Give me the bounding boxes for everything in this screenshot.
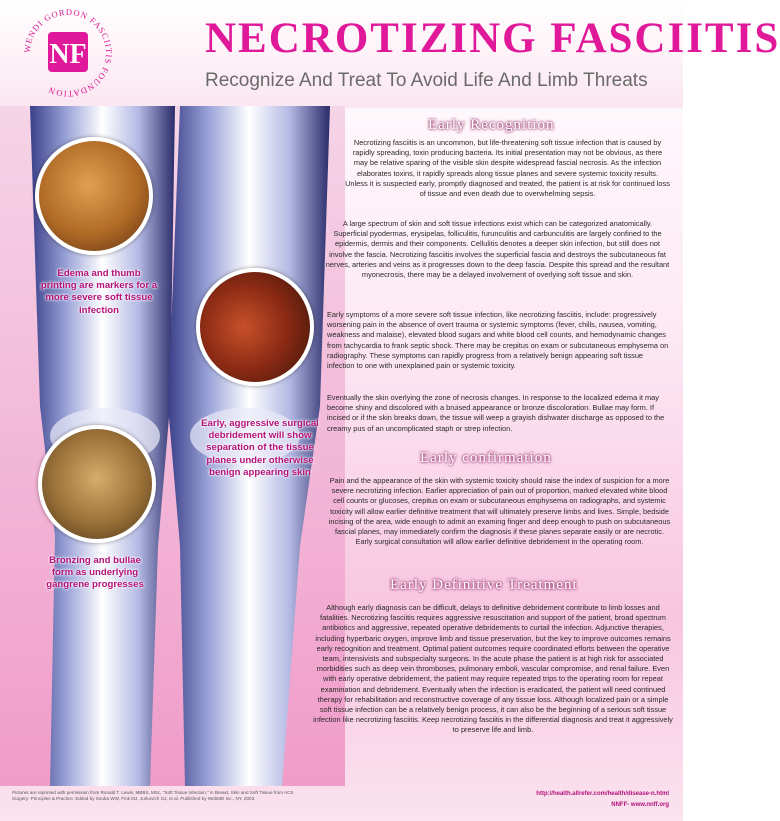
caption-edema: Edema and thumb printing are markers for a more severe soft tissue infection [40, 268, 158, 316]
caption-debridement: Early, aggressive surgical debridement will show separation of the tissue planes under otherwise benign appearing skin [201, 418, 319, 478]
logo-ring-text: WENDI GORDON FASCIITIS FOUNDATION [21, 8, 115, 98]
recognition-paragraph-4: Eventually the skin overlying the zone of necrosis changes. In response to the localized edema it may become shiny and discolored with a bruised appearance or bronze discoloration. Bullae may form. If incised or if the skin breaks down, the tissue will weep a grayish dishwater discharge as opposed to the creamy pus of an uncomplicated staph or strep infection. [327, 393, 665, 433]
footer-url-allrefer[interactable]: http://health.allrefer.com/health/disease-n.html [536, 791, 669, 797]
recognition-paragraph-2: A large spectrum of skin and soft tissue infections exist which can be categorized anatomically. Superficial pyodermas, erysipelas, folliculitis, furunculitis and carbunculitis are largely confined to the epidermis, dermis and their components. Cellulitis denotes a deeper skin infection, but still does not involve the fascia. Necrotizing fasciitis involves the superficial fascia and destroys the subcutaneous fat nerves, arteries and veins as it progresses down to the deep fascia. Despite this spread and the resultant myonecrosis, there may be a delayed involvement of overlying soft tissue and skin. [325, 219, 670, 280]
recognition-paragraph-3: Early symptoms of a more severe soft tissue infection, like necrotizing fasciitis, include: progressively worsening pain in the absence of overt trauma or systemic symptoms (fever, chills, nausea, vomiting, weakness and malaise), elevated blood sugars and white blood cell counts, and hemodynamic changes from tachycardia to frank septic shock. There may be crepitus on exam or subcutaneous emphysema on radiography. These symptoms can rapidly progress from a relatively benign appearing soft tissue infection to one with unexplained pain or systemic toxicity. [327, 310, 669, 371]
photo-edema [35, 137, 153, 255]
caption-bronzing: Bronzing and bullae form as underlying gangrene progresses [46, 555, 144, 591]
page-title: NECROTIZING FASCIITIS [205, 15, 780, 62]
confirmation-paragraph-1: Pain and the appearance of the skin with systemic toxicity should raise the index of suspicion for a more severe necrotizing infection. Earlier appreciation of pain out of proportion, marked elevated white blood cell counts or glucoses, crepitus on exam or subcutaneous emphysema on radiographs, and systemic toxicity will allow earlier definitive treatment that will ultimately preserve limbs and lives. Simple, bedside incising of the area, wide enough to admit an examing finger and deep enough to push on subcutaneous fascial planes, may immediately confirm the diagnosis if these planes separate easily or are necrotic. Early surgical consultation will allow earlier definitive debridement in the operating room. [328, 476, 671, 547]
photo-debridement [196, 268, 314, 386]
footer-url-nnff[interactable]: NNFF- www.nnff.org [611, 802, 669, 808]
photo-bronzing [38, 425, 156, 543]
logo-monogram: NF [49, 39, 87, 70]
treatment-paragraph-1: Although early diagnosis can be difficult, delays to definitive debridement contribute to limb losses and fatalities. Necrotizing fasciitis requires aggressive resuscitation and support of the patient, broad spectrum antibiotics and aggressive, repeated operative debridements to curtail the infection. Adjunctive therapies, including hyperbaric oxygen, improve limb and tissue preservation, but the key to improve outcomes remains early recognition and treatment. Optimal patient outcomes require coordinated efforts between the operative team, intensivists and subspecialty surgeons. In the acute phase the patient is at high risk for associated morbidities such as deep vein thromboses, pulmonary emboli, vascular compromise, and renal failure. Even with early operative debridement, the patient may require repeated trips to the operating room for repeat examination and debridement. Eventually when the infection is eradicated, the patient will need continued therapy for rehabilitation and reconstructive coverage of any tissue loss. Although localized pain or a simple soft tissue infection can be a relatively benign process, it can also be the beginning of a serious soft tissue infection like necrotizing fasciitis. Keep necrotizing fasciitis in the differential diagnosis and treat it aggressively to preserve life and limb. [313, 603, 673, 735]
section-title-treatment: Early Definitive Treatment [390, 577, 578, 593]
recognition-paragraph-1: Necrotizing fasciitis is an uncommon, but life-threatening soft tissue infection that is caused by rapidly spreading, toxin producing bacteria. Its initial presentation may not be obvious, as there may be relative sparing of the visible skin despite widespread fascial necrosis. As the infection elaborates toxins, it rapidly spreads along tissue planes and severe systemic toxicity results. Unless it is suspected early, promptly diagnosed and treated, the patient is at risk for continued loss of tissue and even death due to overwhelming sepsis. [345, 138, 670, 199]
footer-credit: Pictures are reprinted with permission from Ronald T. Lewis, MBBS, MSc, "Soft Tissue Infection," in Breast, Skin and Soft Tissue from ACS Surgery: Principles & Practice. Edited by Souba WW, Fink MJ, Jurkovich GJ, et al. Published by WebMD Inc., NY, 2003. [12, 790, 294, 802]
page-subtitle: Recognize And Treat To Avoid Life And Limb Threats [205, 70, 648, 91]
section-title-recognition: Early Recognition [428, 117, 555, 133]
foundation-logo [12, 8, 124, 98]
section-title-confirmation: Early confirmation [420, 450, 552, 466]
